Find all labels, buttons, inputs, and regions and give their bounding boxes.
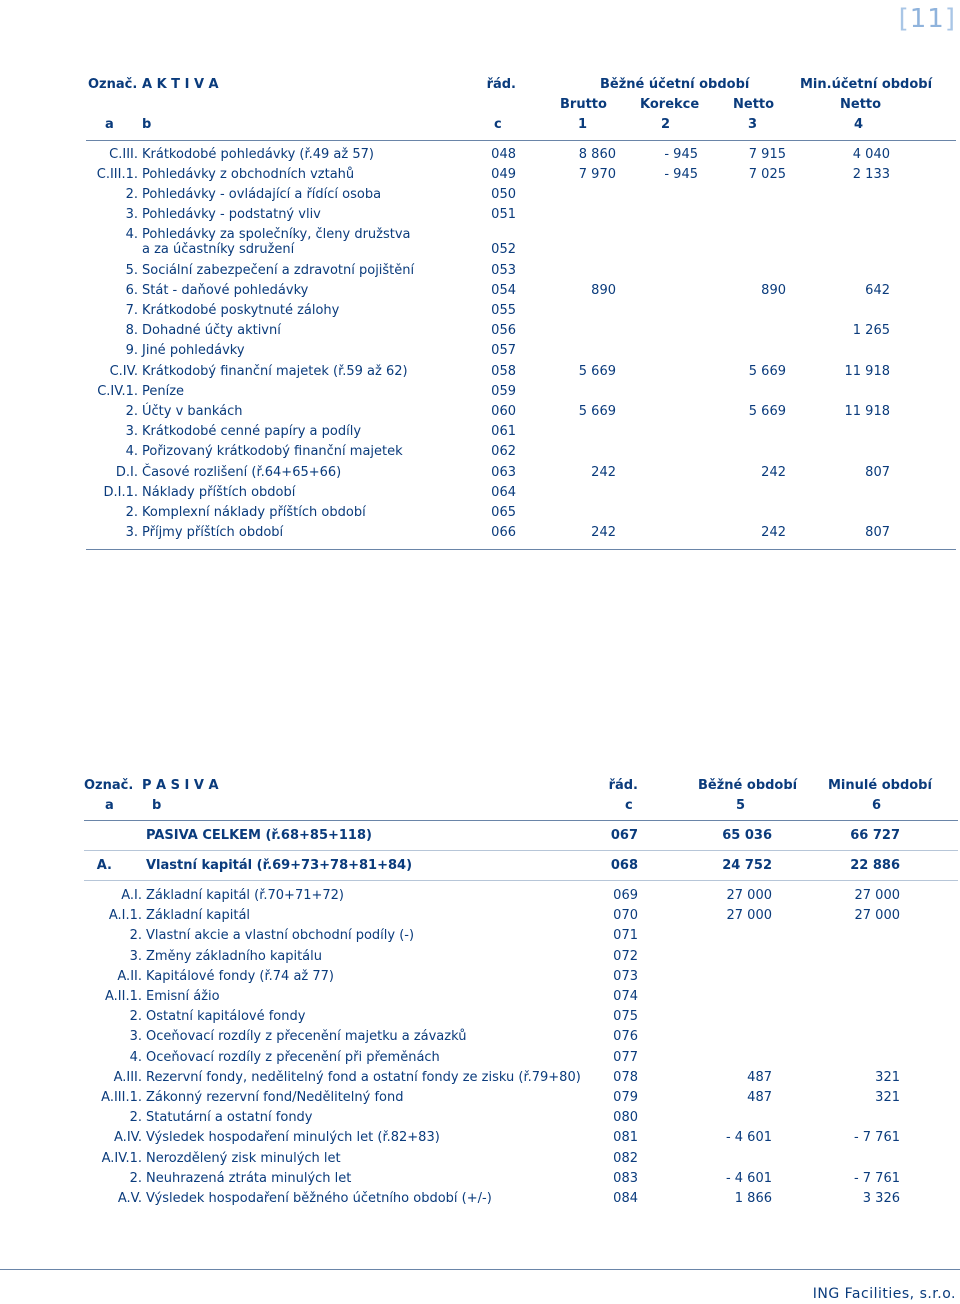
num-1: 1 — [578, 117, 588, 132]
pasiva-cell-code: 4. — [129, 1050, 142, 1065]
pasiva-cell-rad: 077 — [613, 1050, 638, 1065]
pasiva-equity-divider — [84, 880, 958, 881]
aktiva-cell-c1: 890 — [591, 283, 616, 298]
pasiva-row — [84, 1108, 958, 1128]
pasiva-cell-rad: 078 — [613, 1070, 638, 1085]
pasiva-row — [84, 1189, 958, 1209]
aktiva-cell-code: 3. — [125, 424, 138, 439]
pasiva-cell-c6: 321 — [875, 1070, 900, 1085]
aktiva-cell-c4: 807 — [865, 525, 890, 540]
aktiva-cell-name: Pohledávky z obchodních vztahů — [142, 167, 355, 182]
aktiva-cell-rad: 050 — [491, 187, 516, 202]
aktiva-cell-name: Krátkodobé cenné papíry a podíly — [142, 424, 362, 439]
pasiva-cell-name: Základní kapitál — [146, 908, 251, 923]
aktiva-cell-rad: 060 — [491, 404, 516, 419]
p-col-rad-header: řád. — [608, 778, 638, 793]
aktiva-cell-c3: 7 025 — [748, 167, 786, 182]
aktiva-cell-name: Pohledávky za společníky, členy družstva — [142, 227, 411, 242]
pasiva-table — [84, 776, 958, 1216]
aktiva-cell-name: a za účastníky sdružení — [142, 242, 295, 257]
pasiva-row — [84, 1169, 958, 1189]
pasiva-cell-code: 3. — [129, 949, 142, 964]
aktiva-cell-rad: 064 — [491, 485, 516, 500]
pasiva-cell-rad: 083 — [613, 1171, 638, 1186]
p-num-5: 5 — [736, 798, 746, 813]
pasiva-row — [84, 1088, 958, 1108]
aktiva-cell-rad: 056 — [491, 323, 516, 338]
aktiva-cell-rad: 065 — [491, 505, 516, 520]
aktiva-cell-c1: 5 669 — [578, 364, 616, 379]
aktiva-cell-code: 2. — [125, 404, 138, 419]
pasiva-cell-rad: 069 — [613, 888, 638, 903]
aktiva-row — [88, 261, 958, 281]
pasiva-total-divider — [84, 850, 958, 851]
pasiva-cell-c6: - 7 761 — [853, 1130, 900, 1145]
pasiva-row — [84, 1027, 958, 1047]
pasiva-equity-row: A. Vlastní kapitál (ř.69+73+78+81+84) 068 24 752 22 886 — [84, 856, 958, 876]
pasiva-cell-rad: 084 — [613, 1191, 638, 1206]
aktiva-cell-rad: 054 — [491, 283, 516, 298]
aktiva-row — [88, 382, 958, 402]
p-letter-c: c — [625, 798, 633, 813]
pasiva-cell-c5: - 4 601 — [725, 1171, 772, 1186]
pasiva-cell-c6: 3 326 — [862, 1191, 900, 1206]
aktiva-cell-rad: 052 — [491, 242, 516, 257]
pasiva-cell-code: 2. — [129, 1009, 142, 1024]
pasiva-header-divider — [84, 820, 958, 821]
aktiva-cell-name: Krátkodobé pohledávky (ř.49 až 57) — [142, 147, 374, 162]
aktiva-cell-c3: 890 — [761, 283, 786, 298]
pasiva-cell-rad: 073 — [613, 969, 638, 984]
aktiva-row — [88, 185, 958, 205]
aktiva-cell-code: 2. — [125, 187, 138, 202]
p-letter-a: a — [105, 798, 114, 813]
aktiva-cell-c4: 11 918 — [844, 404, 890, 419]
pasiva-total-name: PASIVA CELKEM (ř.68+85+118) — [146, 828, 372, 843]
pasiva-cell-name: Statutární a ostatní fondy — [146, 1110, 313, 1125]
aktiva-cell-c2: - 945 — [664, 167, 698, 182]
aktiva-cell-name: Sociální zabezpečení a zdravotní pojištění — [142, 263, 415, 278]
aktiva-cell-c1: 242 — [591, 465, 616, 480]
aktiva-cell-c4: 4 040 — [852, 147, 890, 162]
pasiva-cell-c6: 27 000 — [854, 908, 900, 923]
pasiva-cell-code: A.I. — [121, 888, 142, 903]
aktiva-cell-rad: 049 — [491, 167, 516, 182]
num-4: 4 — [854, 117, 864, 132]
pasiva-cell-code: A.II.1. — [104, 989, 142, 1004]
pasiva-cell-c5: 487 — [747, 1090, 772, 1105]
aktiva-cell-code: 2. — [125, 505, 138, 520]
aktiva-row — [88, 240, 958, 260]
aktiva-cell-c4: 11 918 — [844, 364, 890, 379]
aktiva-cell-rad: 063 — [491, 465, 516, 480]
sub-korekce-header: Korekce — [640, 97, 700, 112]
pasiva-cell-name: Ostatní kapitálové fondy — [146, 1009, 306, 1024]
aktiva-cell-c3: 7 915 — [748, 147, 786, 162]
letter-c: c — [494, 117, 502, 132]
pasiva-row — [84, 947, 958, 967]
aktiva-cell-name: Časové rozlišení (ř.64+65+66) — [142, 465, 342, 480]
aktiva-cell-c4: 807 — [865, 465, 890, 480]
pasiva-cell-name: Změny základního kapitálu — [146, 949, 323, 964]
aktiva-cell-name: Stát - daňové pohledávky — [142, 283, 309, 298]
pasiva-row — [84, 967, 958, 987]
aktiva-row — [88, 341, 958, 361]
aktiva-row — [88, 281, 958, 301]
aktiva-cell-c4: 642 — [865, 283, 890, 298]
aktiva-cell-code: 3. — [125, 525, 138, 540]
aktiva-row — [88, 165, 958, 185]
pasiva-cell-code: 2. — [129, 928, 142, 943]
aktiva-cell-name: Náklady příštích období — [142, 485, 296, 500]
aktiva-cell-name: Pohledávky - podstatný vliv — [142, 207, 321, 222]
aktiva-row — [88, 402, 958, 422]
pasiva-cell-code: 2. — [129, 1110, 142, 1125]
num-2: 2 — [661, 117, 671, 132]
aktiva-cell-rad: 051 — [491, 207, 516, 222]
aktiva-cell-name: Peníze — [142, 384, 185, 399]
aktiva-cell-code: C.III. — [109, 147, 138, 162]
pasiva-cell-code: A.III.1. — [101, 1090, 142, 1105]
pasiva-cell-rad: 082 — [613, 1151, 638, 1166]
p-col-name-header: P A S I V A — [142, 778, 219, 793]
pasiva-cell-rad: 071 — [613, 928, 638, 943]
aktiva-header-row-3 — [88, 115, 958, 135]
pasiva-cell-name: Výsledek hospodaření běžného účetního období (+/-) — [146, 1191, 492, 1206]
num-3: 3 — [748, 117, 758, 132]
aktiva-cell-code: 8. — [125, 323, 138, 338]
pasiva-cell-name: Nerozdělený zisk minulých let — [146, 1151, 341, 1166]
aktiva-cell-name: Pohledávky - ovládající a řídící osoba — [142, 187, 382, 202]
aktiva-cell-code: D.I. — [115, 465, 138, 480]
aktiva-cell-c3: 5 669 — [748, 404, 786, 419]
aktiva-cell-rad: 062 — [491, 444, 516, 459]
aktiva-cell-c4: 2 133 — [852, 167, 890, 182]
aktiva-row — [88, 301, 958, 321]
aktiva-cell-code: C.IV.1. — [97, 384, 138, 399]
aktiva-cell-code: 9. — [125, 343, 138, 358]
pasiva-cell-code: A.II. — [117, 969, 142, 984]
pasiva-cell-name: Rezervní fondy, nedělitelný fond a ostatní fondy ze zisku (ř.79+80) — [146, 1070, 581, 1085]
aktiva-row — [88, 145, 958, 165]
pasiva-cell-c6: 27 000 — [854, 888, 900, 903]
pasiva-row — [84, 987, 958, 1007]
aktiva-cell-c1: 7 970 — [578, 167, 616, 182]
aktiva-cell-c3: 5 669 — [748, 364, 786, 379]
aktiva-cell-name: Příjmy příštích období — [142, 525, 284, 540]
letter-a: a — [105, 117, 114, 132]
letter-b: b — [142, 117, 152, 132]
pasiva-cell-c5: 27 000 — [726, 908, 772, 923]
aktiva-cell-rad: 053 — [491, 263, 516, 278]
aktiva-cell-rad: 061 — [491, 424, 516, 439]
pasiva-cell-c6: - 7 761 — [853, 1171, 900, 1186]
pasiva-cell-rad: 079 — [613, 1090, 638, 1105]
pasiva-cell-c6: 321 — [875, 1090, 900, 1105]
pasiva-cell-c5: 1 866 — [734, 1191, 772, 1206]
pasiva-cell-rad: 081 — [613, 1130, 638, 1145]
footer-rule — [0, 1269, 960, 1270]
pasiva-cell-c5: - 4 601 — [725, 1130, 772, 1145]
aktiva-header-divider — [86, 140, 956, 141]
pasiva-cell-name: Výsledek hospodaření minulých let (ř.82+83) — [146, 1130, 440, 1145]
aktiva-cell-c3: 242 — [761, 465, 786, 480]
pasiva-row — [84, 1149, 958, 1169]
aktiva-row — [88, 463, 958, 483]
pasiva-cell-rad: 080 — [613, 1110, 638, 1125]
aktiva-cell-code: 4. — [125, 444, 138, 459]
pasiva-cell-name: Emisní ážio — [146, 989, 220, 1004]
aktiva-row — [88, 483, 958, 503]
pasiva-cell-name: Neuhrazená ztráta minulých let — [146, 1171, 352, 1186]
aktiva-cell-rad: 059 — [491, 384, 516, 399]
footer-company: ING Facilities, s.r.o. — [812, 1286, 956, 1302]
pasiva-cell-code: 3. — [129, 1029, 142, 1044]
pasiva-row — [84, 1048, 958, 1068]
pasiva-cell-name: Oceňovací rozdíly z přecenění při přeměnách — [146, 1050, 440, 1065]
pasiva-cell-name: Vlastní akcie a vlastní obchodní podíly (-) — [146, 928, 415, 943]
aktiva-row — [88, 503, 958, 523]
aktiva-cell-code: 4. — [125, 227, 138, 242]
aktiva-header-row-2 — [88, 95, 958, 115]
pasiva-cell-name: Základní kapitál (ř.70+71+72) — [146, 888, 344, 903]
aktiva-table — [88, 75, 958, 555]
aktiva-cell-c1: 5 669 — [578, 404, 616, 419]
aktiva-cell-name: Dohadné účty aktivní — [142, 323, 281, 338]
pasiva-row — [84, 886, 958, 906]
aktiva-cell-code: C.III.1. — [96, 167, 138, 182]
pasiva-equity-name: Vlastní kapitál (ř.69+73+78+81+84) — [146, 858, 413, 873]
aktiva-bottom-divider — [86, 549, 956, 550]
aktiva-cell-code: 5. — [125, 263, 138, 278]
pasiva-cell-code: A.IV.1. — [101, 1151, 142, 1166]
pasiva-cell-rad: 072 — [613, 949, 638, 964]
pasiva-header-row-2 — [84, 796, 958, 816]
aktiva-cell-rad: 048 — [491, 147, 516, 162]
pasiva-header-row-1 — [84, 776, 958, 796]
aktiva-row — [88, 321, 958, 341]
group-current-header: Běžné účetní období — [600, 77, 750, 92]
col-code-header: Označ. — [88, 77, 138, 92]
pasiva-row — [84, 1068, 958, 1088]
pasiva-cell-c5: 487 — [747, 1070, 772, 1085]
aktiva-cell-rad: 066 — [491, 525, 516, 540]
pasiva-cell-rad: 070 — [613, 908, 638, 923]
group-prev-header: Min.účetní období — [800, 77, 933, 92]
aktiva-cell-c1: 242 — [591, 525, 616, 540]
p-letter-b: b — [152, 798, 162, 813]
pasiva-cell-name: Kapitálové fondy (ř.74 až 77) — [146, 969, 334, 984]
aktiva-cell-code: D.I.1. — [103, 485, 138, 500]
aktiva-cell-c2: - 945 — [664, 147, 698, 162]
pasiva-cell-c5: 27 000 — [726, 888, 772, 903]
p-col-prev-header: Minulé období — [828, 778, 932, 793]
aktiva-cell-rad: 055 — [491, 303, 516, 318]
aktiva-cell-name: Jiné pohledávky — [142, 343, 245, 358]
p-col-code-header: Označ. — [84, 778, 134, 793]
pasiva-cell-code: A.III. — [113, 1070, 142, 1085]
aktiva-cell-c4: 1 265 — [852, 323, 890, 338]
aktiva-cell-name: Účty v bankách — [142, 404, 243, 419]
pasiva-cell-name: Oceňovací rozdíly z přecenění majetku a závazků — [146, 1029, 467, 1044]
aktiva-header-row-1 — [88, 75, 958, 95]
pasiva-cell-code: A.IV. — [114, 1130, 142, 1145]
sub-netto-header: Netto — [733, 97, 775, 112]
aktiva-row — [88, 523, 958, 543]
pasiva-cell-rad: 075 — [613, 1009, 638, 1024]
aktiva-cell-c1: 8 860 — [578, 147, 616, 162]
p-col-current-header: Běžné období — [698, 778, 798, 793]
pasiva-cell-name: Zákonný rezervní fond/Nedělitelný fond — [146, 1090, 404, 1105]
page-number: [11] — [898, 4, 956, 34]
pasiva-row — [84, 906, 958, 926]
pasiva-cell-code: A.V. — [117, 1191, 142, 1206]
pasiva-total-row: PASIVA CELKEM (ř.68+85+118) 067 65 036 66 727 — [84, 826, 958, 846]
pasiva-row — [84, 926, 958, 946]
aktiva-cell-name: Krátkodobé poskytnuté zálohy — [142, 303, 340, 318]
sub-netto-prev-header: Netto — [840, 97, 882, 112]
aktiva-cell-code: 3. — [125, 207, 138, 222]
aktiva-cell-name: Pořizovaný krátkodobý finanční majetek — [142, 444, 403, 459]
pasiva-row — [84, 1128, 958, 1148]
pasiva-row — [84, 1007, 958, 1027]
aktiva-cell-rad: 057 — [491, 343, 516, 358]
sub-brutto-header: Brutto — [560, 97, 607, 112]
aktiva-cell-name: Krátkodobý finanční majetek (ř.59 až 62) — [142, 364, 408, 379]
pasiva-cell-rad: 074 — [613, 989, 638, 1004]
pasiva-cell-code: 2. — [129, 1171, 142, 1186]
aktiva-cell-code: C.IV. — [109, 364, 138, 379]
col-rad-header: řád. — [486, 77, 516, 92]
aktiva-cell-code: 7. — [125, 303, 138, 318]
aktiva-cell-rad: 058 — [491, 364, 516, 379]
aktiva-cell-c3: 242 — [761, 525, 786, 540]
p-num-6: 6 — [872, 798, 882, 813]
pasiva-cell-rad: 076 — [613, 1029, 638, 1044]
aktiva-row — [88, 362, 958, 382]
aktiva-row — [88, 442, 958, 462]
aktiva-cell-name: Komplexní náklady příštích období — [142, 505, 366, 520]
aktiva-row — [88, 205, 958, 225]
aktiva-row — [88, 422, 958, 442]
aktiva-cell-code: 6. — [125, 283, 138, 298]
pasiva-cell-code: A.I.1. — [108, 908, 142, 923]
col-name-header: A K T I V A — [142, 77, 219, 92]
